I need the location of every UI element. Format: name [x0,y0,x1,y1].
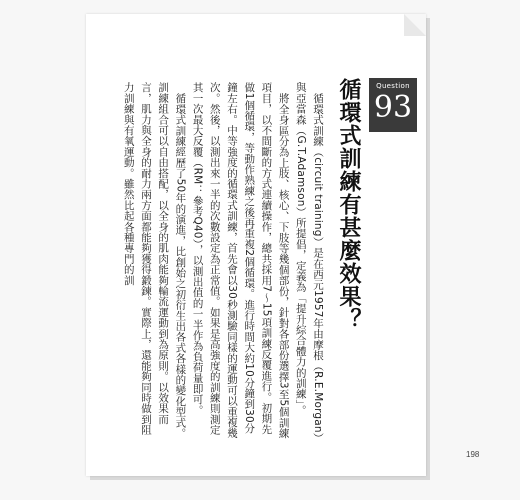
page-title: 循環式訓練有甚麼效果？ [336,78,361,331]
page-number: 198 [466,450,480,459]
question-badge [369,78,417,132]
body-text [122,82,326,442]
paragraph: 循環式訓練經歷了50年的演進，比創始之初衍生出各式各樣的變化型式。訓練組合可以自由搭配，以全身的肌肉能夠輪流運動到為原則。以效果而言，肌力與全身的耐力兩方面都能夠獲得鍛鍊。實際上，還能夠同時做到阻力訓練與有氧運動。雖然比起各種專門的訓 [122,82,187,438]
paragraph: 將全身區分為上肢、核心、下肢等幾個部份，針對各部份選擇3至5個訓練項目，以不間斷的方式連續操作，總共採用7～15項訓練反覆進行。初期先做1個循環，等動作熟練之後再重複2個循環。進行時間大約10分鐘到30分鐘左右。中等強度的循環式訓練，首先會以30秒測驗同樣的運動可以重複幾次。然後，以測出來一半的次數設定為正常值。如果是高強度的訓練則測定其一次最大反覆（RM：參考Q40），以測出值的一半作為負荷量即可。 [191,82,290,439]
question-label: Question [376,82,410,90]
question-number: 93 [373,90,413,125]
book-page [86,14,480,476]
page-corner-fold [404,14,426,36]
paragraph: 循環式訓練（circuit training）是在西元1957年由摩根（R.E.Morgan）與亞當森（G.T.Adamson）所提倡，定義為「提升綜合體力的訓練」。 [294,82,324,438]
